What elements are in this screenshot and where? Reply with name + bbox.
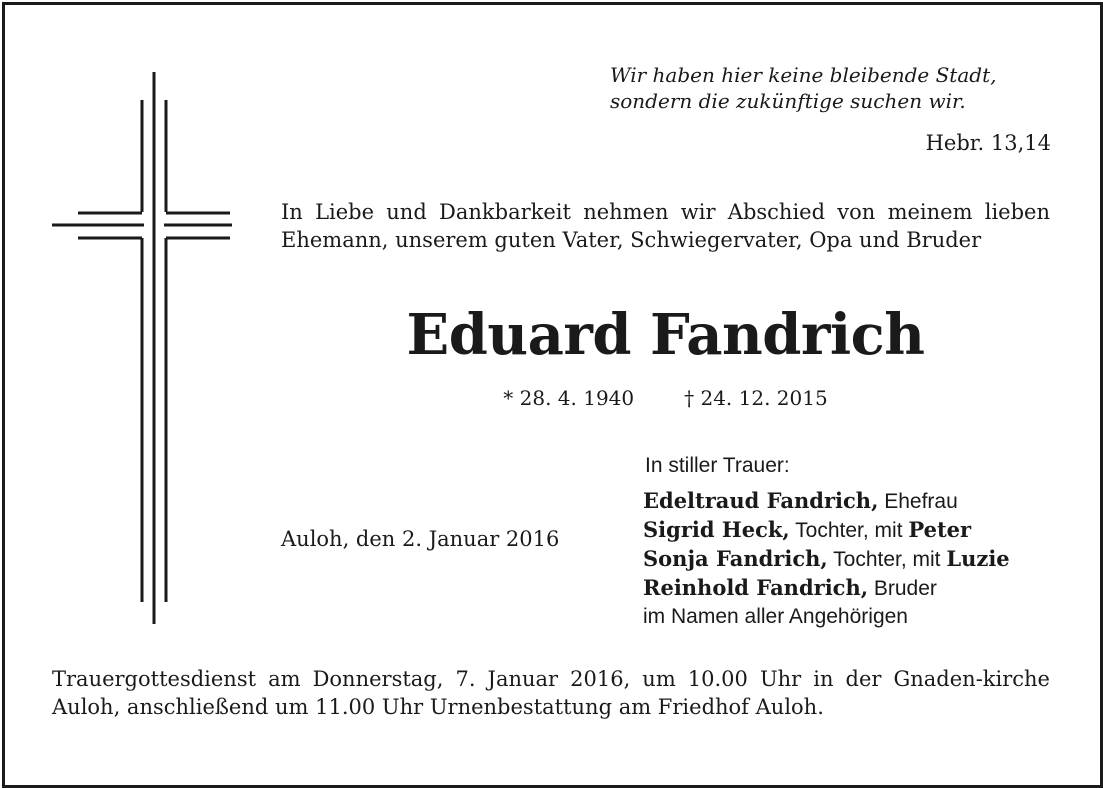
mourner-name: Sonja Fandrich, — [643, 546, 828, 571]
bible-verse — [610, 62, 1050, 114]
mourner-relation: Ehefrau — [878, 490, 958, 513]
cross-icon — [52, 72, 232, 624]
list-item — [643, 487, 1063, 516]
mourners-closing: im Namen aller Angehörigen — [643, 605, 908, 628]
mourner-relation: Tochter, mit — [827, 548, 947, 571]
list-item — [643, 545, 1063, 574]
place-and-date: Auloh, den 2. Januar 2016 — [281, 527, 560, 551]
verse-line-1: Wir haben hier keine bleibende Stadt, — [610, 63, 997, 87]
intro-text: In Liebe und Dankbarkeit nehmen wir Abschied von meinem lieben Ehemann, unserem guten Vater, Schwiegervater, Opa und Bruder — [281, 200, 1050, 252]
verse-line-2: sondern die zukünftige suchen wir. — [610, 89, 966, 113]
mourner-partner: Peter — [908, 517, 972, 542]
birth-date: * 28. 4. 1940 — [503, 386, 635, 410]
mourner-relation: Bruder — [868, 577, 937, 600]
life-dates — [281, 386, 1050, 410]
list-item — [643, 574, 1063, 603]
deceased-name: Eduard Fandrich — [406, 302, 925, 368]
service-info: Trauergottesdienst am Donnerstag, 7. Januar 2016, um 10.00 Uhr in der Gnaden-kirche Auloh, anschließend um 11.00 Uhr Urnenbestattung am Friedhof Auloh. — [52, 667, 1050, 719]
list-item — [643, 516, 1063, 545]
mourner-relation: Tochter, mit — [789, 519, 909, 542]
mourner-name: Edeltraud Fandrich, — [643, 488, 879, 513]
mourner-name: Sigrid Heck, — [643, 517, 790, 542]
mourners-list — [643, 487, 1063, 631]
mourner-name: Reinhold Fandrich, — [643, 575, 869, 600]
verse-reference: Hebr. 13,14 — [925, 131, 1051, 155]
mourners-heading: In stiller Trauer: — [645, 454, 790, 477]
mourner-partner: Luzie — [946, 546, 1010, 571]
death-date: † 24. 12. 2015 — [684, 386, 828, 410]
